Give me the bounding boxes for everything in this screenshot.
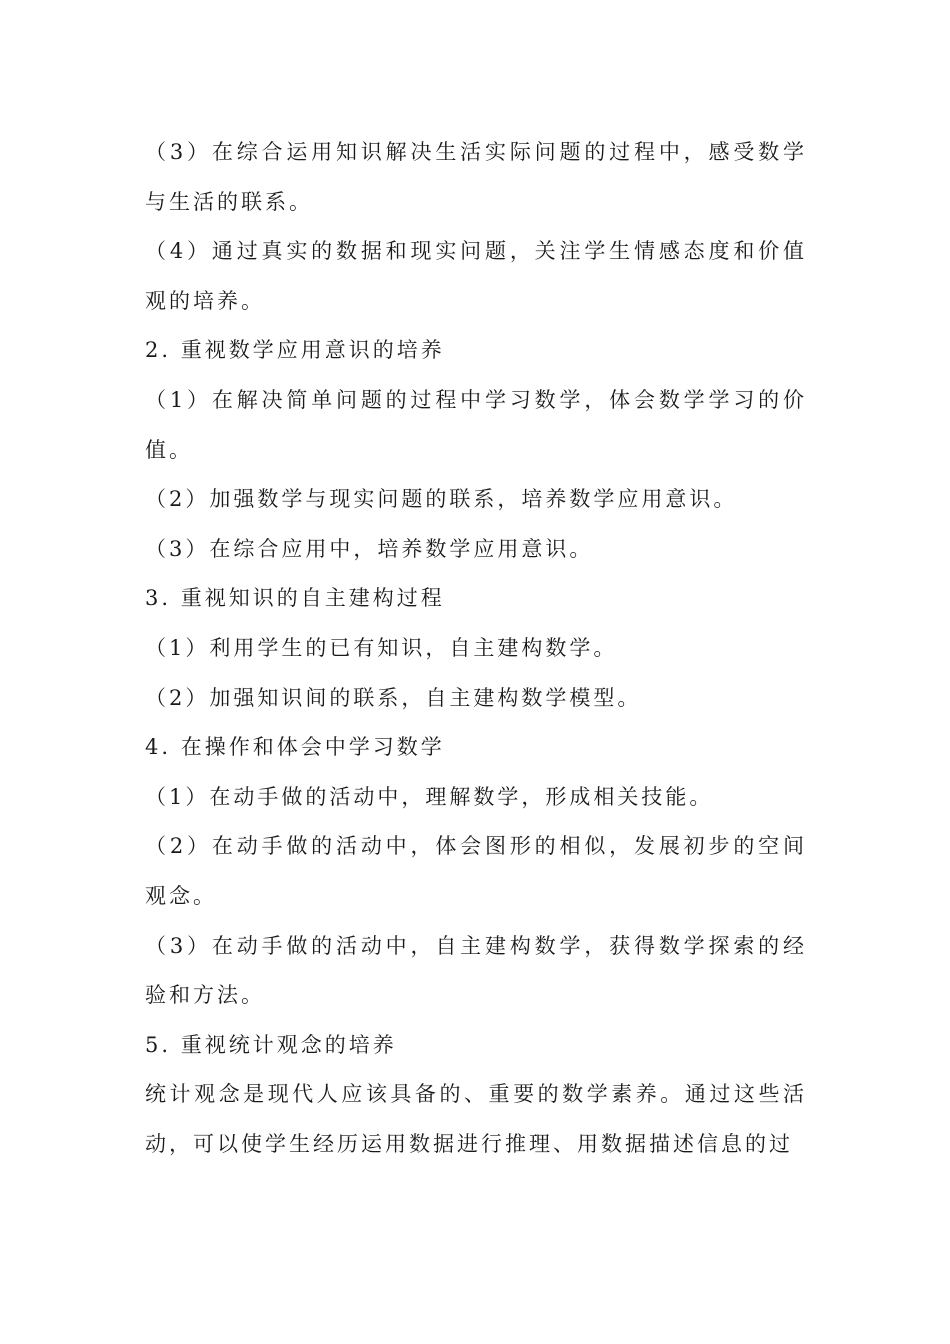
paragraph-5-body: 统计观念是现代人应该具备的、重要的数学素养。通过这些活动，可以使学生经历运用数据进行推理、用数据描述信息的过: [145, 1082, 807, 1156]
paragraph-4-1: （1）在动手做的活动中，理解数学，形成相关技能。: [145, 784, 714, 809]
paragraph-4-real-data: （4）通过真实的数据和现实问题，关注学生情感态度和价值观的培养。: [145, 239, 807, 313]
paragraph-4-2: （2）在动手做的活动中，体会图形的相似，发展初步的空间观念。: [145, 834, 807, 908]
paragraph-4-3: （3）在动手做的活动中，自主建构数学，获得数学探索的经验和方法。: [145, 933, 807, 1008]
document-body: [145, 128, 807, 1169]
section-heading-5: 5. 重视统计观念的培养: [145, 1032, 397, 1057]
paragraph-3-1: （1）利用学生的已有知识，自主建构数学。: [145, 635, 618, 660]
paragraph-2-3: （3）在综合应用中，培养数学应用意识。: [145, 536, 594, 561]
paragraph-3-2: （2）加强知识间的联系，自主建构数学模型。: [145, 685, 642, 710]
section-heading-2: 2. 重视数学应用意识的培养: [145, 338, 445, 363]
paragraph-2-1: （1）在解决简单问题的过程中学习数学，体会数学学习的价值。: [145, 387, 807, 462]
section-heading-4: 4. 在操作和体会中学习数学: [145, 735, 445, 760]
paragraph-2-2: （2）加强数学与现实问题的联系，培养数学应用意识。: [145, 487, 738, 512]
paragraph-3-apply-knowledge: （3）在综合运用知识解决生活实际问题的过程中，感受数学与生活的联系。: [145, 140, 807, 214]
section-heading-3: 3. 重视知识的自主建构过程: [145, 586, 445, 611]
